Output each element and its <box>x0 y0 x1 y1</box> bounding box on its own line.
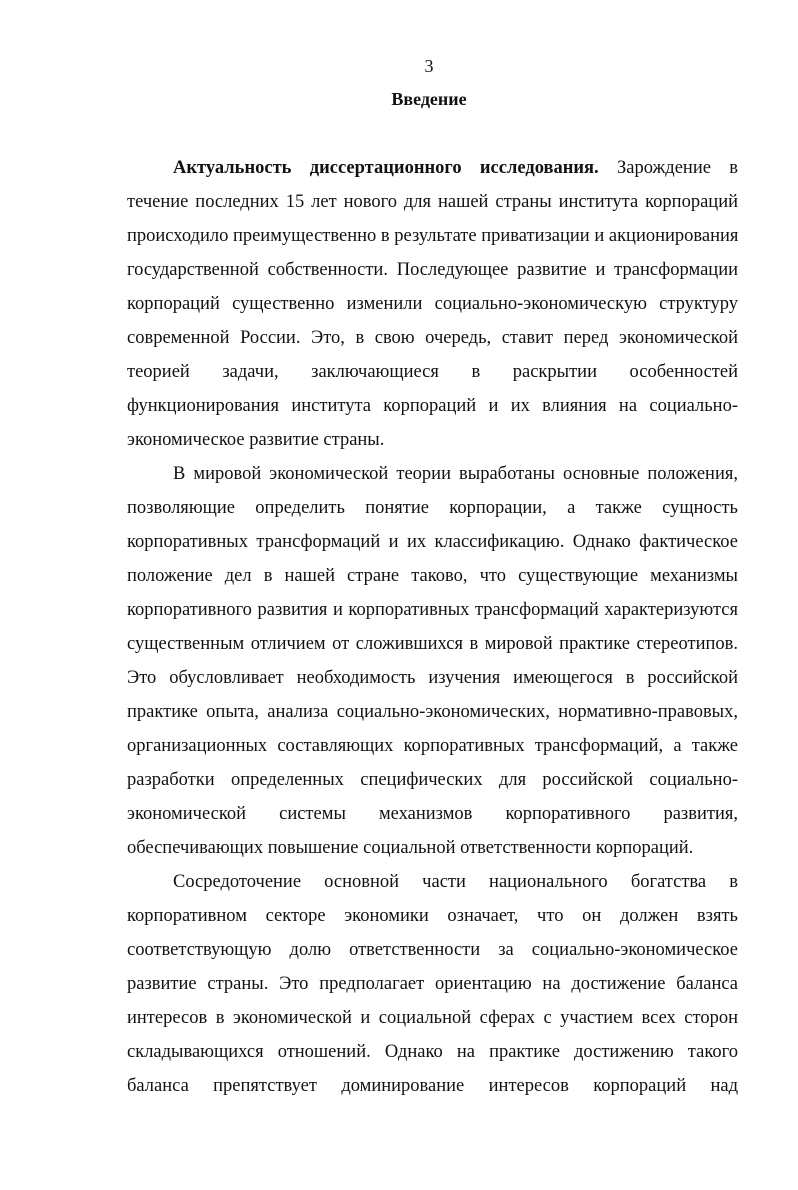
text-line: экономической системы механизмов корпоративного развития, <box>127 804 738 824</box>
text-run: Зарождение в <box>617 158 738 178</box>
text-line: позволяющие определить понятие корпорации, а также сущность <box>127 498 738 518</box>
text-line: баланса препятствует доминирование интересов корпораций над <box>127 1076 738 1096</box>
text-line: интересов в экономической и социальной сферах с участием всех сторон <box>127 1008 738 1028</box>
text-line: организационных составляющих корпоративных трансформаций, а также <box>127 736 738 756</box>
text-line: соответствующую долю ответственности за социально-экономическое <box>127 940 738 960</box>
text-line: складывающихся отношений. Однако на практике достижению такого <box>127 1042 738 1062</box>
body-text <box>127 151 738 1103</box>
text-line: развитие страны. Это предполагает ориентацию на достижение баланса <box>127 974 738 994</box>
paragraph-2 <box>127 457 738 865</box>
paragraph-3 <box>127 865 738 1103</box>
text-line: происходило преимущественно в результате приватизации и акционирования <box>127 226 739 246</box>
text-line: Это обусловливает необходимость изучения имеющегося в российской <box>127 668 738 688</box>
paragraph-1 <box>127 151 738 457</box>
text-line: В мировой экономической теории выработаны основные положения, <box>173 464 738 484</box>
text-line: экономическое развитие страны. <box>127 430 385 450</box>
text-line: корпоративного развития и корпоративных трансформаций характеризуются <box>127 600 738 620</box>
page-number: 3 <box>424 56 434 76</box>
text-line: функционирования института корпораций и их влияния на социально- <box>127 396 738 416</box>
text-line: современной России. Это, в свою очередь, ставит перед экономической <box>127 328 738 348</box>
section-heading: Введение <box>391 89 467 109</box>
text-line <box>127 151 738 185</box>
text-line: течение последних 15 лет нового для нашей страны института корпораций <box>127 192 738 212</box>
text-line: корпоративных трансформаций и их классификацию. Однако фактическое <box>127 532 738 552</box>
text-line: государственной собственности. Последующее развитие и трансформации <box>127 260 738 280</box>
text-line: существенным отличием от сложившихся в мировой практике стереотипов. <box>127 634 738 654</box>
text-line: Сосредоточение основной части национального богатства в <box>173 872 738 892</box>
lead-bold-text: Актуальность диссертационного исследования. <box>173 158 599 178</box>
text-line: разработки определенных специфических для российской социально- <box>127 770 738 790</box>
text-line: корпоративном секторе экономики означает, что он должен взять <box>127 906 738 926</box>
text-line: корпораций существенно изменили социально-экономическую структуру <box>127 294 738 314</box>
text-line: обеспечивающих повышение социальной ответственности корпораций. <box>127 838 694 858</box>
text-line: положение дел в нашей стране таково, что существующие механизмы <box>127 566 738 586</box>
text-line: практике опыта, анализа социально-экономических, нормативно-правовых, <box>127 702 738 722</box>
text-line: теорией задачи, заключающиеся в раскрытии особенностей <box>127 362 738 382</box>
